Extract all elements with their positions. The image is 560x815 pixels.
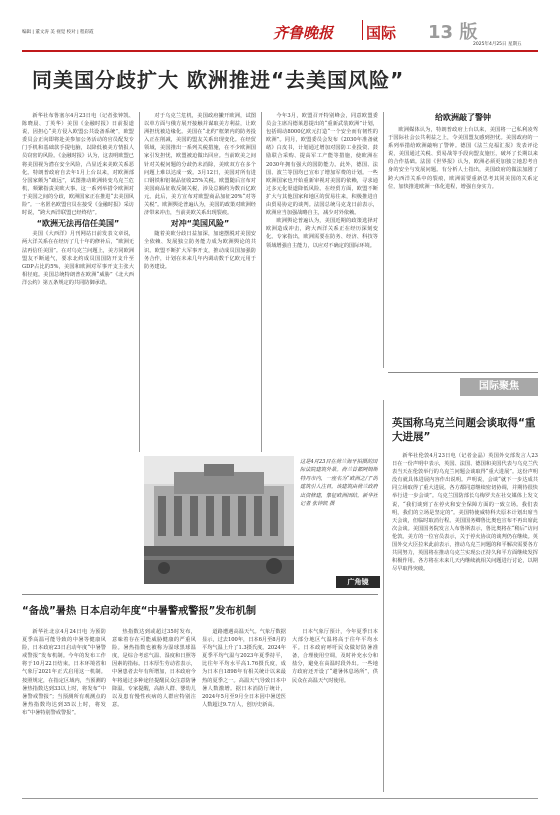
- news-photo: [144, 456, 294, 584]
- column-divider: [139, 112, 140, 452]
- column-divider: [383, 112, 384, 368]
- main-story-paragraph: 欧洲舆论普遍认为，美国近期的政策选择对欧洲造成冲击，跨大西洋关系正在经历深刻变化。专家指出，欧洲需要在防务、经济、科技等领域增强自主能力，以应对不确定的国际环境。: [266, 218, 378, 249]
- banner-rule: [388, 372, 538, 373]
- main-story-paragraph: 随着美欧分歧日益加深，加速摆脱对美国安全依赖、发展独立防务能力成为欧洲舆论的共识。欧盟不断扩大军事开支，推动成员国加强防务合作，计划在未来几年内调动数千亿欧元用于防务建设。: [144, 231, 256, 270]
- sidebar-box: [388, 112, 538, 368]
- footer-rule: [22, 798, 538, 799]
- bottom-story-paragraph: 热指数达到或超过35时发布，意味着存在可能威胁健康的严重风险。暑热指数也被称为湿球黑球温度，是综合考虑气温、湿度和日照等因素的指标。日本厚生劳动省表示，中暑患者去年有所增加，日本政府今年将通过多种途径提醒民众注意防暑降温。专家提醒，高龄人群、婴幼儿以及患有慢性疾病的人群应特别注意。: [112, 629, 196, 708]
- side-story-paragraph: 新华社伦敦4月23日电（记者金晶）英国外交部发言人23日在一份声明中表示，英国、法国、德国和美国代表与乌克兰代表当天在伦敦举行的乌克兰问题会谈取得“重大进展”。这份声明没有就具体进展内容作出说明。声明说，会谈“就下一步达成共同立场取得了重大进展。各方都同意继续密切协调，并期待很快举行进一步会谈”。乌克兰国防部长乌梅罗夫在社交媒体上发文说，“我们谈到了在停火和安全保障方面的一致立场。我们表明，我们的立场是坚定的”。美国特使威特科夫原本计划出席当天会谈，但临时取消行程。美国国务卿鲁比奥也宣布不再出席此次会谈。美国国务院发言人布鲁斯表示，鲁比奥将在“稍后”访问伦敦。美方的一位官员表示，关于停火协议的谈判仍在继续。英国外交大臣拉米此前表示，推动乌克兰问题的和平解决需要各方共同努力，英国将在推动乌克兰实现公正持久和平方面继续发挥积极作用。各方将在未来几天内继续就相关问题进行讨论，以期尽早取得突破。: [392, 453, 538, 573]
- bottom-story-column-2: [112, 628, 196, 796]
- editor-credits: 编辑 | 董文涛 美 视觉 校对 | 程彩霞: [22, 30, 94, 35]
- building-photo-illustration: [144, 456, 294, 584]
- bottom-story-paragraph: 道路遭遇高温天气。气象厅数据显示，过去100年，日本6月至8月的平均气温上升了1.3摄氏度。2024年夏季平均气温与2023年夏季持平，比往年平均水平高1.76摄氏度，成为日本自1898年有相关统计以来最热的夏季之一。高温天气导致日本中暑人数激增。据日本消防厅统计，2024年5月至9月全日本因中暑送医人数超过9.7万人，创历史新高。: [202, 629, 286, 708]
- photo-caption: 这是4月23日在荷兰海牙拍摄的国际法院建筑外景。荷兰首都阿姆斯特丹市内，一座名为“欧洲之门”的建筑引人注目。该建筑由荷兰政府出资修建，象征欧洲团结。新华社记者 张钟凯 摄: [300, 459, 378, 508]
- bottom-story-column-1: [22, 628, 106, 796]
- section-name: 国际: [366, 24, 397, 42]
- column-divider: [261, 112, 262, 452]
- main-story-column-1: [22, 112, 134, 530]
- bottom-story-column-4: [292, 628, 378, 796]
- column-divider: [383, 400, 384, 792]
- main-story-column-3: [266, 112, 378, 452]
- main-story-subhead-2: 对冲“美国风险”: [170, 219, 230, 229]
- issue-date: 2025年4月25日 星期五: [473, 42, 522, 47]
- sidebar-box-paragraph: 欧洲媒体认为，特朗普政府上台以来，美国将一己私利凌驾于国际社会公共利益之上，令美国盟友感到担忧。美国政府的一系列举措给欧洲敲响了警钟。德国《法兰克福汇报》发表评论说，美国通过关税、贸易战等手段向盟友施压，破坏了长期以来的合作基础。法国《世界报》认为，欧洲必须更加独立地思考自身的安全与发展问题。有分析人士指出，美国政府的做法加剧了跨大西洋关系中的裂痕，欧洲需要重新思考其同美国的关系定位，加快推进欧洲一体化进程，增强自身实力。: [388, 127, 538, 190]
- newspaper-logo: 齐鲁晚报: [273, 24, 334, 42]
- main-story-subhead-1: “欧洲无法再信任美国”: [36, 219, 120, 229]
- side-story-headline: 英国称乌克兰问题会谈取得“重大进展”: [392, 417, 536, 443]
- main-headline: 同美国分歧扩大 欧洲推进“去美国风险”: [32, 68, 405, 92]
- sidebar-box-title: 给欧洲敲了警钟: [435, 113, 491, 122]
- page-number: 13 版: [428, 22, 478, 43]
- main-story-paragraph: 对于乌克兰危机，美国政府撇开欧洲，试图以单方面与俄方展开接触并谋取美方利益，让欧洲担忧被边缘化。美国在“北约”框架内的防务投入正在削减，美国的盟友关系出现变化。在经贸领域，美国推出一系列关税措施，在不少欧洲国家引发担忧，欧盟被迫做出回应。当前欧美之间针对关税问题的分歧仍未消除，美欧双方在多个问题上难以达成一致。3月12日，美国对所有进口钢铁和铝制品征收25%关税。欧盟随后宣布对美国商品征收反制关税，涉及总额约为数百亿欧元。此后，美方宣布对欧盟商品加征20%“对等关税”。欧洲舆论普遍认为，美国的政策对欧洲经济带来冲击，当前美欧关系出现裂痕。: [144, 113, 256, 217]
- bottom-story-paragraph: 日本气象厅预计，今年夏季日本大部分地区气温将高于往年平均水平。日本政府呼吁民众做好防暑准备，合理使用空调，及时补充水分和盐分，避免在高温时段外出。一些地方政府还开设了“避暑休息场所”，供民众在高温天气时使用。: [292, 629, 378, 684]
- bottom-story-paragraph: 新华社北京4月24日电 为预防夏季高温可能导致的中暑等健康风险，日本政府23日启动年度“中暑警戒警报”发布机制。今年的发布工作将于10月22日结束。日本环境省和气象厅2021年正式启用这一机制。按照规定，在指定区域内，当预测的暑热指数达到33以上时，将发布“中暑警戒警报”；当预测所有观测点的暑热指数均达到35以上时，将发布“中暑特别警戒警报”。: [22, 629, 106, 716]
- bottom-story-headline: “备战”暑热 日本启动年度“中暑警戒警报”发布机制: [22, 606, 257, 617]
- masthead-divider: [362, 20, 363, 40]
- masthead-rule: [22, 50, 538, 52]
- main-story-paragraph: 今年3月，欧盟召开特别峰会，同意欧盟委员会主席冯德莱恩提出的“重新武装欧洲”计划，包括调动8000亿欧元打造“一个安全而有韧性的欧洲”。同月，欧盟委员会发布《2030年准备就绪》白皮书，计划通过增加对国防工业投资、鼓励联合采购、提高军工产能等措施，使欧洲在2030年拥有强大的国防能力。此外，德国、法国、波兰等国均已宣布了增加军费的计划。一些欧洲国家也开始重新审视对美国的依赖，寻求通过多元化渠道降低风险。在经贸方面，欧盟不断扩大与其他国家和地区的贸易往来，积极推进自由贸易协定的谈判。法国总统马克龙日前表示，欧洲应当加强战略自主，减少对外依赖。: [266, 113, 378, 217]
- main-story-paragraph: 新华社布鲁塞尔4月23日电（记者张钟凯、陈晓晨、丁英华）美国《金融时报》日前报道说，因担心“美方侵入欧盟公共设备系统”，欧盟委员会正向即将赴美参加公务活动的官员配发专门手机和基础款手提电脑，以降低被美方情报人员窃密的风险。《金融时报》认为，这表明欧盟已将美国视为潜在安全风险，凸显近来美欧关系恶化。特朗普政府自去年1月上台以来，对欧洲部分国家颇为“疏远”，试图推动欧洲转变乌克兰危机，频繁指责美欧大事。这一系列举措令欧洲对于美国之间的分歧，欧洲国家正在推进“去美国风险”。一名匿名欧盟官员在接受《金融时报》采访时说，“跨大西洋联盟已经终结”。: [22, 113, 134, 217]
- bottom-story-column-3: [202, 628, 286, 796]
- main-story-column-2: [144, 112, 256, 452]
- main-story-paragraph: 美国《大西洋》月刊网站日前发表文章说，两大洋关系在在经历了几十年的修补后，“欧洲无法再信任美国”。在对乌克兰问题上，美方同欧洲盟友不断通气，要求北约成员国国防开支升至GDP占比的5%，美国和欧洲对军事开支主张大相径庭。美国总统特朗普在欧洲“威胁”《北大西洋公约》第五条规定的共同防御承诺。: [22, 231, 134, 286]
- photo-section-tag: 广角镜: [336, 576, 380, 588]
- sidebar-box-text: [388, 126, 538, 366]
- side-story-text: [392, 452, 538, 792]
- side-section-tag: 国际聚焦: [460, 378, 538, 396]
- bottom-story-rule: [22, 594, 378, 595]
